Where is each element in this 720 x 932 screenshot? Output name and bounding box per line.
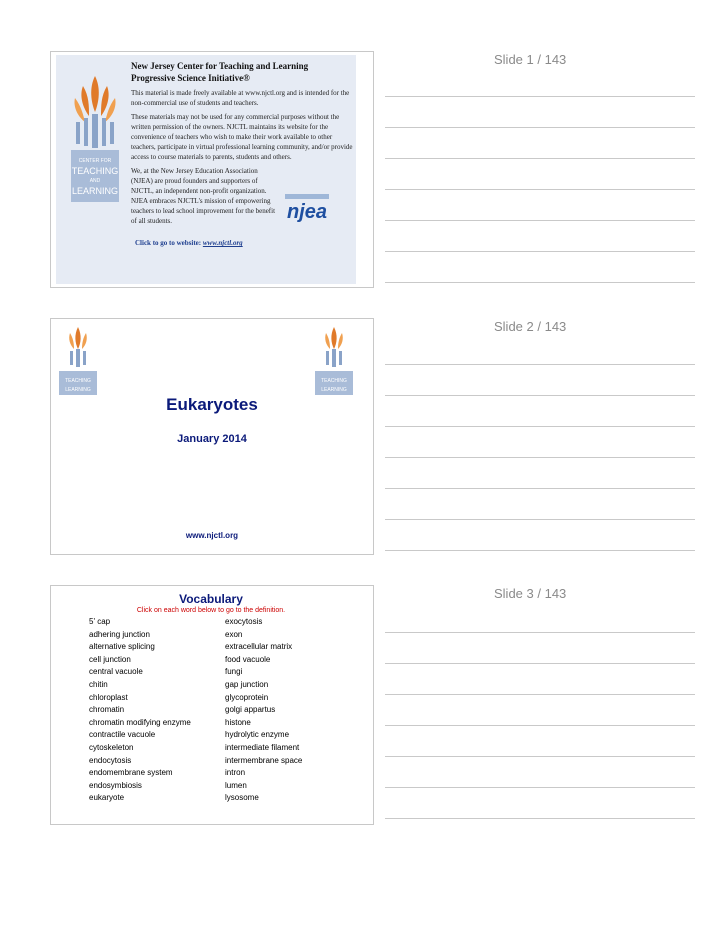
vocab-word[interactable]: chromatin modifying enzyme bbox=[89, 717, 191, 727]
note-line bbox=[385, 220, 695, 221]
note-line bbox=[385, 787, 695, 788]
note-line bbox=[385, 725, 695, 726]
vocab-word[interactable]: contractile vacuole bbox=[89, 730, 156, 740]
vocab-word[interactable]: endomembrane system bbox=[89, 768, 173, 778]
paragraph-2: These materials may not be used for any commercial purposes without the written permission of the owners. NJCTL maintains its website for the convenience of teachers who wish to make their work available to other teachers, participate in virtual professional learning community, and/or provide access to course materials to parents, students and others. bbox=[131, 113, 353, 161]
note-line bbox=[385, 282, 695, 283]
vocab-word[interactable]: chitin bbox=[89, 679, 108, 689]
paragraph-3: We, at the New Jersey Education Association (NJEA) are proud founders and supporters of NJCTL, an independent non-profit organization. NJEA embraces NJCTL's mission of empowering teachers to lead school improvement for the benefit of all students. bbox=[131, 167, 276, 225]
vocab-word[interactable]: eukaryote bbox=[89, 793, 125, 803]
logo-text-2: TEACHING bbox=[71, 166, 119, 176]
njctl-torch-logo bbox=[57, 323, 99, 397]
vocab-word[interactable]: chloroplast bbox=[89, 692, 128, 702]
vocab-word[interactable]: 5' cap bbox=[89, 617, 111, 626]
vocab-word[interactable]: central vacuole bbox=[89, 667, 143, 677]
note-line bbox=[385, 550, 695, 551]
slide-1-title bbox=[131, 60, 353, 84]
vocab-word[interactable]: exon bbox=[225, 629, 243, 639]
vocab-word[interactable]: hydrolytic enzyme bbox=[225, 730, 290, 740]
paragraph-1: This material is made freely available at www.njctl.org and is intended for the non-commercial use of students and teachers. bbox=[131, 89, 350, 107]
vocab-word[interactable]: intermediate filament bbox=[225, 742, 300, 752]
note-line bbox=[385, 395, 695, 396]
note-line bbox=[385, 756, 695, 757]
njea-logo bbox=[281, 194, 333, 224]
vocab-word[interactable]: histone bbox=[225, 717, 251, 727]
slide-number: Slide 2 / 143 bbox=[494, 319, 567, 334]
slide-2-date: January 2014 bbox=[177, 433, 247, 445]
vocab-word[interactable]: adhering junction bbox=[89, 629, 150, 639]
vocab-word[interactable]: fungi bbox=[225, 667, 243, 677]
njea-logo-text: njea bbox=[286, 201, 328, 223]
vocab-word[interactable]: golgi appartus bbox=[225, 705, 276, 715]
title-line-1: New Jersey Center for Teaching and Learning bbox=[131, 61, 309, 71]
note-line bbox=[385, 488, 695, 489]
note-line bbox=[385, 251, 695, 252]
njctl-torch-logo bbox=[313, 323, 355, 397]
note-line bbox=[385, 457, 695, 458]
vocab-word[interactable]: extracellular matrix bbox=[225, 642, 293, 652]
note-line bbox=[385, 158, 695, 159]
slide-number: Slide 1 / 143 bbox=[494, 52, 567, 67]
note-line bbox=[385, 519, 695, 520]
slide-2-website[interactable]: www.njctl.org bbox=[185, 531, 239, 540]
vocab-word[interactable]: lysosome bbox=[225, 793, 259, 803]
note-line bbox=[385, 364, 695, 365]
vocab-column-1 bbox=[89, 616, 191, 805]
vocab-word[interactable]: endocytosis bbox=[89, 755, 132, 765]
slide-2-title: Eukaryotes bbox=[166, 395, 258, 414]
vocab-word[interactable]: cell junction bbox=[89, 654, 131, 664]
slide-number: Slide 3 / 143 bbox=[494, 586, 567, 601]
logo-text-4: LEARNING bbox=[71, 186, 119, 196]
vocab-word[interactable]: endosymbiosis bbox=[89, 780, 142, 790]
logo-text: LEARNING bbox=[321, 387, 347, 393]
website-link-label: Click to go to website: bbox=[135, 239, 202, 247]
logo-text: TEACHING bbox=[65, 378, 91, 384]
note-line bbox=[385, 663, 695, 664]
vocab-word[interactable]: alternative splicing bbox=[89, 642, 155, 652]
vocab-word[interactable]: food vacuole bbox=[225, 654, 271, 664]
note-line bbox=[385, 426, 695, 427]
note-line bbox=[385, 189, 695, 190]
vocab-word[interactable]: exocytosis bbox=[225, 617, 263, 626]
website-link-url[interactable]: www.njctl.org bbox=[202, 239, 243, 247]
slide-3-thumbnail[interactable] bbox=[50, 585, 374, 825]
logo-text-3: AND bbox=[89, 178, 101, 184]
logo-text: TEACHING bbox=[321, 378, 347, 384]
vocab-column-2 bbox=[225, 616, 302, 805]
logo-text-1: CENTER FOR bbox=[78, 158, 112, 164]
vocab-word[interactable]: chromatin bbox=[89, 705, 125, 715]
logo-text: LEARNING bbox=[65, 387, 91, 393]
slide-1-thumbnail[interactable] bbox=[50, 51, 374, 288]
slide-2-thumbnail[interactable] bbox=[50, 318, 374, 555]
note-line bbox=[385, 818, 695, 819]
website-link[interactable] bbox=[135, 239, 243, 247]
slide-3-hint: Click on each word below to go to the definition. bbox=[136, 607, 286, 614]
note-line bbox=[385, 127, 695, 128]
vocab-word[interactable]: lumen bbox=[225, 780, 247, 790]
slide-3-title: Vocabulary bbox=[179, 592, 243, 606]
njctl-torch-logo bbox=[59, 58, 131, 238]
vocab-word[interactable]: intermembrane space bbox=[225, 755, 303, 765]
note-line bbox=[385, 694, 695, 695]
vocab-word[interactable]: glycoprotein bbox=[225, 692, 269, 702]
vocab-word[interactable]: intron bbox=[225, 768, 246, 778]
vocab-word[interactable]: cytoskeleton bbox=[89, 742, 134, 752]
title-line-2: Progressive Science Initiative® bbox=[131, 73, 250, 83]
note-line bbox=[385, 96, 695, 97]
note-line bbox=[385, 632, 695, 633]
vocab-word[interactable]: gap junction bbox=[225, 679, 269, 689]
